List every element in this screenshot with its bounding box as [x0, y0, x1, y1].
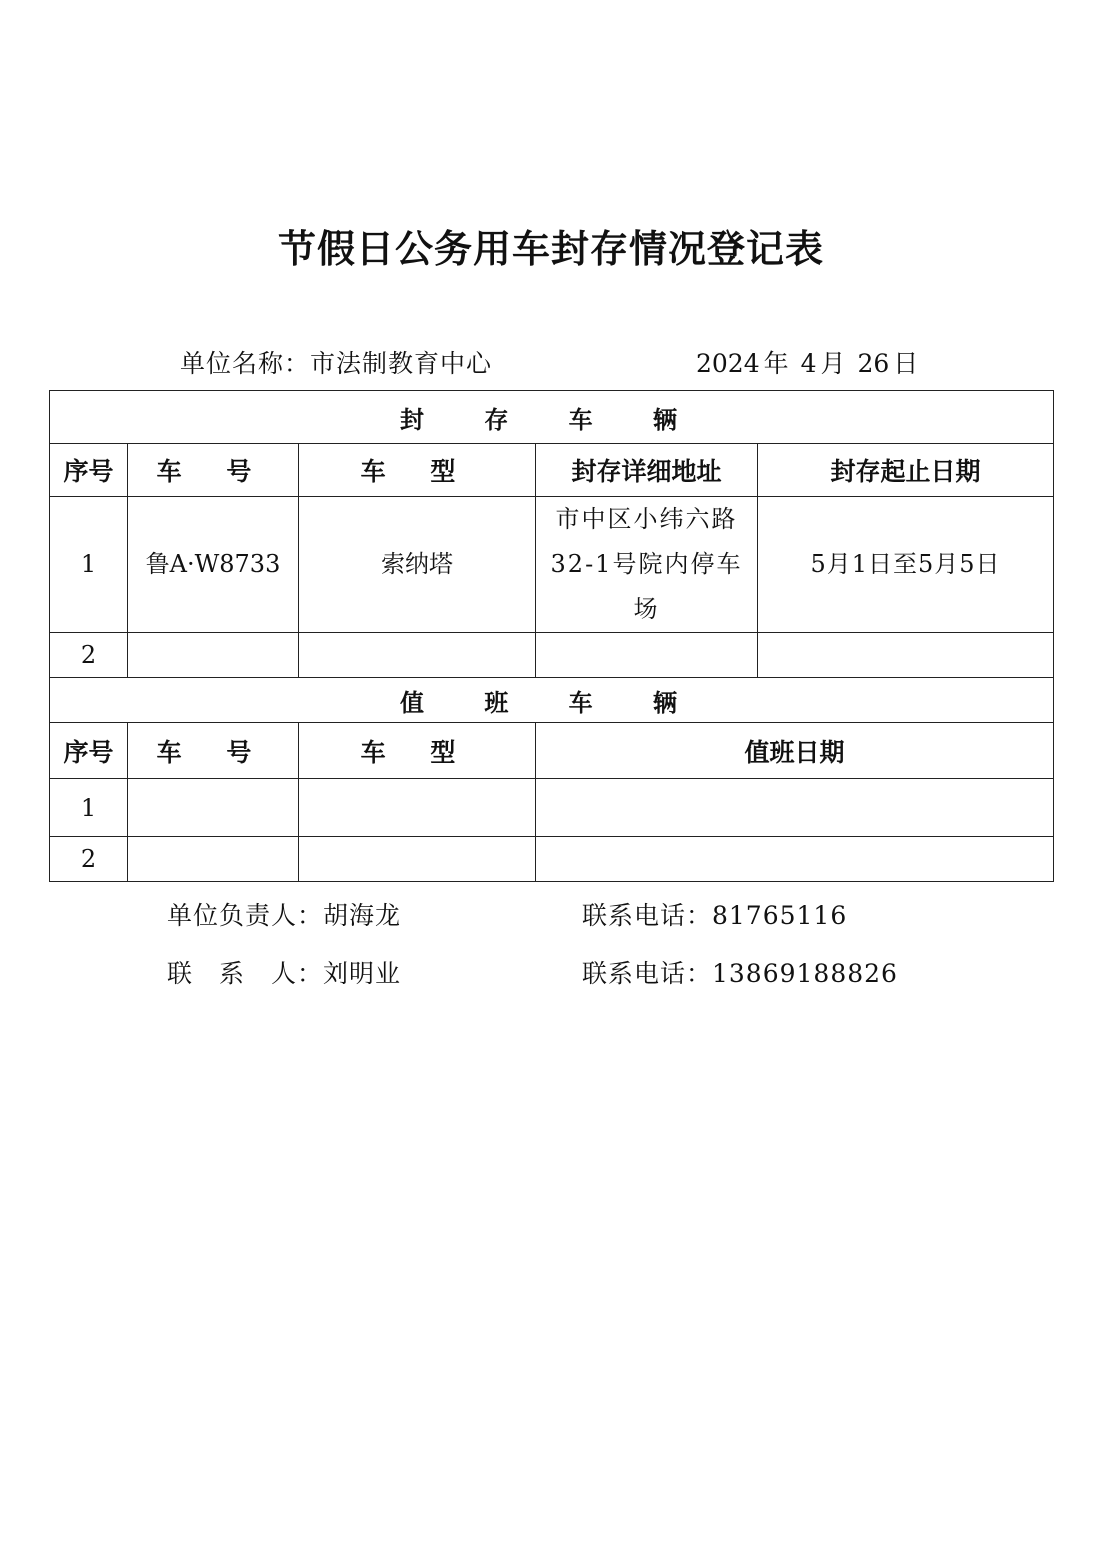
cell-no: 2: [50, 633, 128, 678]
header-model: 车 型: [299, 444, 536, 497]
header-no: 序号: [50, 444, 128, 497]
date-day: 26: [857, 349, 890, 378]
cell-model: [299, 779, 536, 837]
cell-address: [536, 633, 758, 678]
cell-duty-date: [536, 837, 1054, 882]
cell-model: [299, 837, 536, 882]
cell-plate: [128, 779, 299, 837]
table-row: [50, 633, 1054, 678]
duty-section-header: [50, 678, 1054, 723]
cell-address: 市中区小纬六路32-1号院内停车场: [536, 497, 758, 633]
header-plate: 车 号: [128, 723, 299, 779]
sealed-section-title: 封 存 车 辆: [50, 391, 1054, 444]
contact-name: 联 系 人：刘明业: [167, 959, 402, 988]
cell-no: 1: [50, 779, 128, 837]
cell-duty-date: [536, 779, 1054, 837]
cell-plate: [128, 837, 299, 882]
cell-plate: 鲁A·W8733: [128, 497, 299, 633]
cell-model: [299, 633, 536, 678]
header-duty-date: 值班日期: [536, 723, 1054, 779]
header-no: 序号: [50, 723, 128, 779]
report-date: [694, 344, 920, 380]
page-title: 节假日公务用车封存情况登记表: [277, 227, 824, 271]
table-row: [50, 497, 1054, 633]
duty-section-title: 值 班 车 辆: [50, 678, 1054, 723]
duty-column-headers: [50, 723, 1054, 779]
cell-no: 2: [50, 837, 128, 882]
header-plate: 车 号: [128, 444, 299, 497]
leader-name: 单位负责人：胡海龙: [167, 901, 402, 930]
unit-name: 单位名称：市法制教育中心: [180, 349, 493, 378]
sealed-section-header: [50, 391, 1054, 444]
date-day-unit: 日: [893, 349, 919, 378]
registration-table: [49, 390, 1054, 882]
sealed-column-headers: [50, 444, 1054, 497]
cell-plate: [128, 633, 299, 678]
cell-model: 索纳塔: [299, 497, 536, 633]
header-model: 车 型: [299, 723, 536, 779]
date-month-unit: 月: [820, 349, 846, 378]
leader-phone: 联系电话：81765116: [582, 901, 848, 930]
header-period: 封存起止日期: [758, 444, 1054, 497]
cell-no: 1: [50, 497, 128, 633]
header-address: 封存详细地址: [536, 444, 758, 497]
date-year-unit: 年: [763, 349, 789, 378]
date-month: 4: [800, 349, 817, 378]
date-year: 2024: [696, 349, 760, 378]
contact-phone: 联系电话：13869188826: [582, 959, 898, 988]
cell-period: 5月1日至5月5日: [758, 497, 1054, 633]
table-row: [50, 779, 1054, 837]
table-row: [50, 837, 1054, 882]
cell-period: [758, 633, 1054, 678]
